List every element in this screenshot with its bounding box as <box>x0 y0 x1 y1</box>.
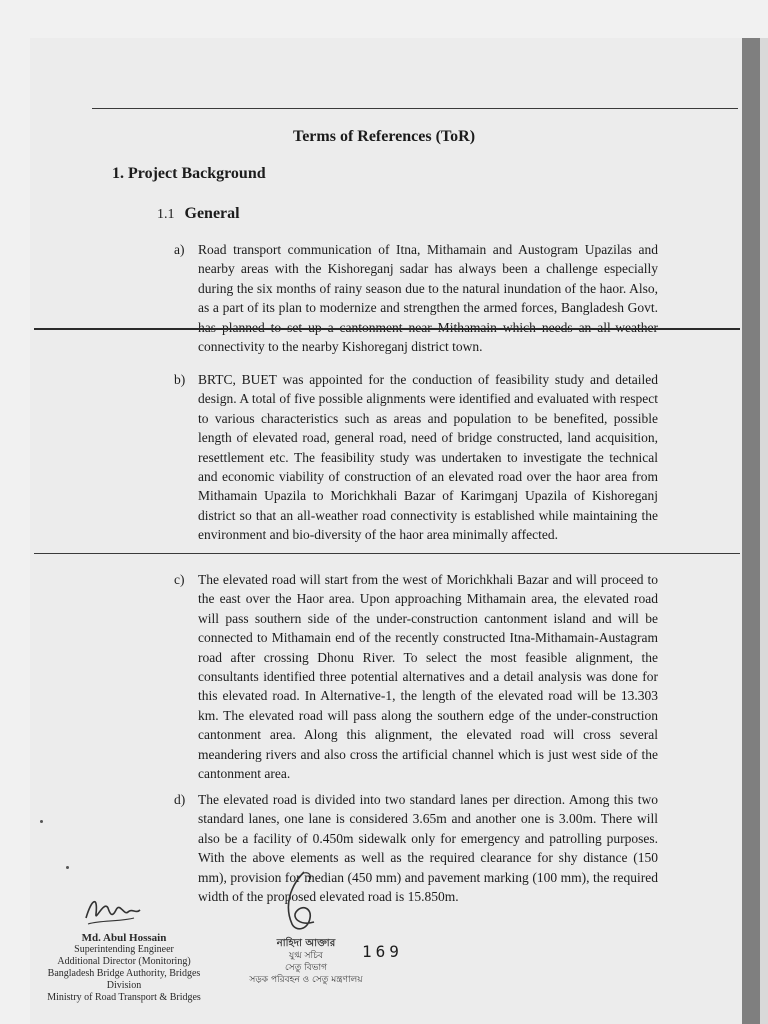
section-heading <box>112 165 266 183</box>
scan-speck <box>66 866 69 869</box>
scan-line-2 <box>34 553 740 554</box>
paragraph-b <box>174 370 658 545</box>
signatory-block <box>36 932 212 1004</box>
page-outer-edge <box>760 38 768 1024</box>
initial-signature-icon <box>278 868 324 938</box>
section-number: 1. <box>112 165 124 182</box>
subsection-title: General <box>184 205 240 222</box>
stamp-line: সড়ক পরিবহন ও সেতু মন্ত্রণালয় <box>249 975 363 985</box>
stamp-line: যুগ্ম সচিব <box>289 951 323 961</box>
paragraph-label: b) <box>174 372 186 387</box>
signatory-line: Additional Director (Monitoring) <box>57 956 191 967</box>
page-shadow-edge <box>742 38 760 1024</box>
page-number: 169 <box>362 942 403 961</box>
paragraph-text: Road transport communication of Itna, Mithamain and Austogram Upazilas and nearby areas with the Kishoreganj sadar has always been a challenge especially during the six months of rainy season due to the natural inundation of the haor. Also, as a part of its plan to modernize and strengthen the armed forces, Bangladesh Govt. has planned to set up a cantonment near Mithamain which needs an all-weather connectivity to the nearby Kishoreganj district town. <box>198 242 658 355</box>
subsection-number: 1.1 <box>157 207 175 222</box>
paragraph-label: c) <box>174 572 185 587</box>
paragraph-label: a) <box>174 242 185 257</box>
stamp-line: নাহিদা আক্তার <box>276 938 336 949</box>
signature-icon <box>82 888 152 932</box>
paragraph-d <box>174 790 658 906</box>
header-rule <box>92 108 738 109</box>
signatory-line: Ministry of Road Transport & Bridges <box>47 992 201 1003</box>
stamp-line: সেতু বিভাগ <box>284 963 327 973</box>
document-title: Terms of References (ToR) <box>292 128 476 145</box>
paragraph-a <box>174 240 658 356</box>
signatory-line: Bangladesh Bridge Authority, Bridges Division <box>47 968 201 991</box>
paragraph-text: The elevated road is divided into two standard lanes per direction. Among this two standard lanes, one lane is considered 3.65m and another one is 3.00m. There will also be a facility of 0.450m sidewalk only for emergency and patrolling purposes. With the above elements as well as the required clearance for shy distance (150 mm), provision for median (450 mm) and pavement marking (100 mm), the required width of the proposed elevated road is 15.850m. <box>198 792 658 905</box>
official-stamp <box>238 938 374 986</box>
signatory-name: Md. Abul Hossain <box>81 932 167 944</box>
subsection-heading <box>157 205 240 223</box>
scan-line-1 <box>34 328 740 330</box>
signatory-line: Superintending Engineer <box>74 944 174 955</box>
paragraph-label: d) <box>174 792 186 807</box>
paragraph-c <box>174 570 658 783</box>
paragraph-text: BRTC, BUET was appointed for the conduction of feasibility study and detailed design. A total of five possible alignments were identified and evaluated with respect to various characteristics such as areas and population to be benefited, possible length of elevated road, general road, need of bridge constructed, land acquisition, resettlement etc. The feasibility study was undertaken to investigate the technical and economic viability of construction of an elevated road over the haor area from Mithamain Upazila to Morichkhali Bazar of Karimganj Upazila of Kishoreganj district so that an all-weather road connectivity is established while maintaining the environment and bio-diversity of the haor area minimally affected. <box>198 372 658 543</box>
scan-speck <box>40 820 43 823</box>
paragraph-text: The elevated road will start from the west of Morichkhali Bazar and will proceed to the east over the Haor area. Upon approaching Mithamain area, the elevated road will pass southern side of the under-construction cantonment island and will be connected to Mithamain end of the recently constructed Itna-Mithamain-Austagram road after crossing Dhonu River. To select the most feasible alignment, the consultants identified three potential alternatives and a detail analysis was done for this elevated road. In Alternative-1, the length of the elevated road will be 13.303 km. The elevated road will pass along the southern edge of the under-construction cantonment area. Along this alignment, the elevated road will cross several meandering rivers and also cross the artificial channel which is just west side of the cantonment area. <box>198 572 658 782</box>
section-title: Project Background <box>128 165 266 182</box>
